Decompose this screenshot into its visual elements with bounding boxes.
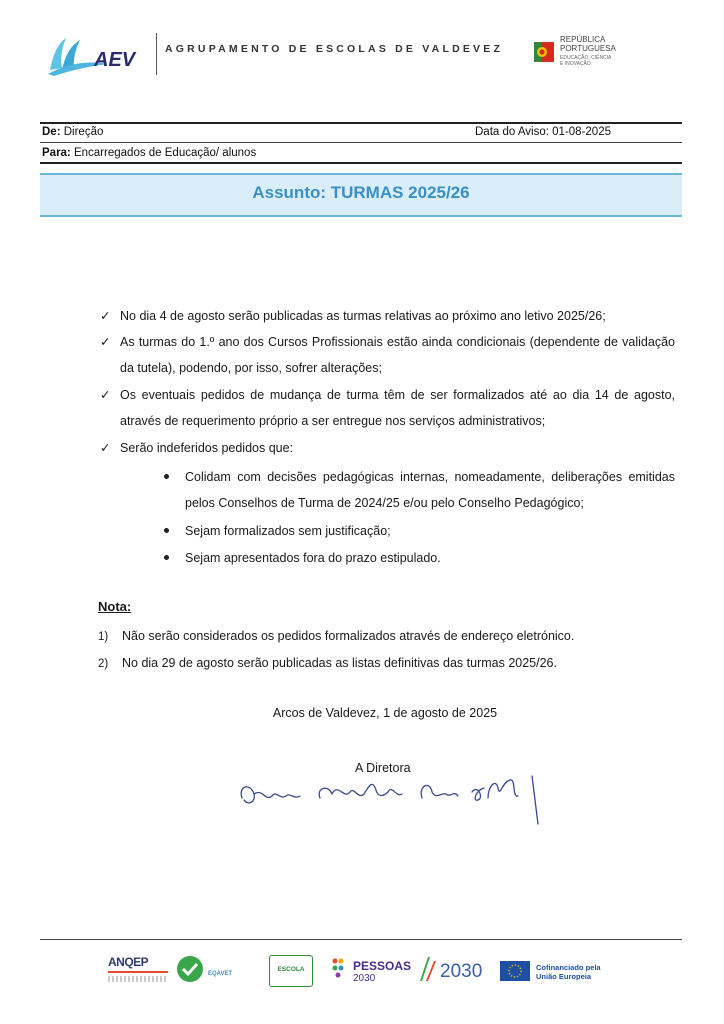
government-label bbox=[560, 36, 616, 67]
note-number: 2) bbox=[98, 658, 109, 670]
eu-line2: União Europeia bbox=[536, 972, 592, 981]
check-item-text: As turmas do 1.º ano dos Cursos Profissionais estão ainda condicionais (dependente de validação da tutela), podendo, por isso, sofrer alterações; bbox=[120, 335, 675, 375]
escola-logo bbox=[269, 955, 313, 987]
eu-text bbox=[536, 963, 601, 981]
eu-flag-icon bbox=[500, 961, 530, 981]
signatory-title: A Diretora bbox=[355, 761, 411, 775]
eqavet-check-icon bbox=[176, 955, 204, 983]
subject-title: Assunto: TURMAS 2025/26 bbox=[252, 183, 470, 202]
bullet-item-2 bbox=[185, 518, 675, 544]
eqavet-logo bbox=[176, 955, 233, 988]
check-item-text: Os eventuais pedidos de mudança de turma têm de ser formalizados até ao dia 14 de agosto, através de requerimento próprio a ser entregue nos serviços administrativos; bbox=[120, 388, 675, 428]
bullet-icon bbox=[164, 555, 169, 560]
aev-logo bbox=[46, 30, 152, 78]
note-number: 1) bbox=[98, 631, 109, 643]
date-value: 01-08-2025 bbox=[552, 126, 611, 138]
anqep-text: ANQEP bbox=[108, 955, 149, 969]
from-value: Direção bbox=[63, 126, 104, 138]
note-text: Não serão considerados os pedidos formalizados através de endereço eletrónico. bbox=[122, 629, 575, 643]
government-line2: PORTUGUESA bbox=[560, 43, 616, 53]
checkmark-icon: ✓ bbox=[100, 441, 111, 455]
check-item-1 bbox=[100, 303, 675, 329]
bullet-item-text: Sejam formalizados sem justificação; bbox=[185, 524, 391, 538]
from-line bbox=[42, 126, 103, 138]
anqep-logo bbox=[108, 955, 168, 982]
anqep-tagline bbox=[108, 976, 168, 982]
portugal-2030-logo bbox=[418, 955, 483, 988]
government-line1: REPÚBLICA bbox=[560, 35, 606, 44]
bullet-item-3 bbox=[185, 545, 675, 571]
bullet-item-1 bbox=[185, 464, 675, 516]
pessoas-2030-logo bbox=[331, 955, 412, 984]
bullet-item-text: Colidam com decisões pedagógicas internas, nomeadamente, deliberações emitidas pelos Conselhos de Turma de 2024/25 e/ou pelo Conselho Pedagógico; bbox=[185, 470, 675, 510]
check-item-4 bbox=[100, 435, 675, 461]
notice-date-line bbox=[475, 126, 611, 138]
school-name: AGRUPAMENTO DE ESCOLAS DE VALDEVEZ bbox=[165, 43, 504, 55]
logo-text: AEV bbox=[94, 49, 136, 71]
bullet-icon bbox=[164, 474, 169, 479]
portugal-2030-icon bbox=[418, 955, 438, 983]
checkmark-icon: ✓ bbox=[100, 388, 111, 402]
eqavet-text: EQAVET bbox=[208, 971, 233, 977]
handwritten-signature bbox=[232, 768, 552, 828]
note-text: No dia 29 de agosto serão publicadas as listas definitivas das turmas 2025/26. bbox=[122, 656, 557, 670]
anqep-underline bbox=[108, 971, 168, 973]
pessoas-year: 2030 bbox=[353, 973, 376, 984]
subject-banner bbox=[40, 173, 682, 217]
to-label: Para: bbox=[42, 147, 71, 159]
ministry-line1: EDUCAÇÃO, CIÊNCIA bbox=[560, 55, 612, 61]
pt2030-text: 2030 bbox=[440, 961, 483, 982]
pessoas-dots-icon bbox=[331, 955, 349, 979]
check-item-text: No dia 4 de agosto serão publicadas as turmas relativas ao próximo ano letivo 2025/26; bbox=[120, 309, 606, 323]
date-label: Data do Aviso: bbox=[475, 126, 549, 138]
pessoas-text: PESSOAS bbox=[353, 959, 412, 973]
eu-line1: Cofinanciado pela bbox=[536, 963, 601, 972]
middle-rule bbox=[40, 142, 682, 143]
government-ministry bbox=[560, 55, 616, 67]
eu-cofinanced-logo bbox=[500, 961, 601, 986]
check-item-text: Serão indeferidos pedidos que: bbox=[120, 441, 294, 455]
header-divider bbox=[156, 33, 157, 75]
ministry-line2: E INOVAÇÃO bbox=[560, 61, 591, 67]
bullet-icon bbox=[164, 528, 169, 533]
escola-text: ESCOLA bbox=[277, 966, 305, 973]
bullet-item-text: Sejam apresentados fora do prazo estipulado. bbox=[185, 551, 441, 565]
check-item-2 bbox=[100, 329, 675, 381]
check-item-3 bbox=[100, 382, 675, 434]
checkmark-icon: ✓ bbox=[100, 335, 111, 349]
place-date: Arcos de Valdevez, 1 de agosto de 2025 bbox=[272, 706, 498, 720]
top-rule bbox=[40, 122, 682, 124]
to-value: Encarregados de Educação/ alunos bbox=[73, 147, 257, 159]
republica-portuguesa-emblem bbox=[534, 36, 554, 68]
bottom-rule bbox=[40, 162, 682, 164]
from-label: De: bbox=[42, 126, 61, 138]
note-item-2 bbox=[98, 656, 678, 670]
footer-rule bbox=[40, 939, 682, 940]
to-line bbox=[42, 147, 256, 159]
note-item-1 bbox=[98, 629, 678, 643]
note-title: Nota: bbox=[98, 599, 132, 614]
checkmark-icon: ✓ bbox=[100, 309, 111, 323]
